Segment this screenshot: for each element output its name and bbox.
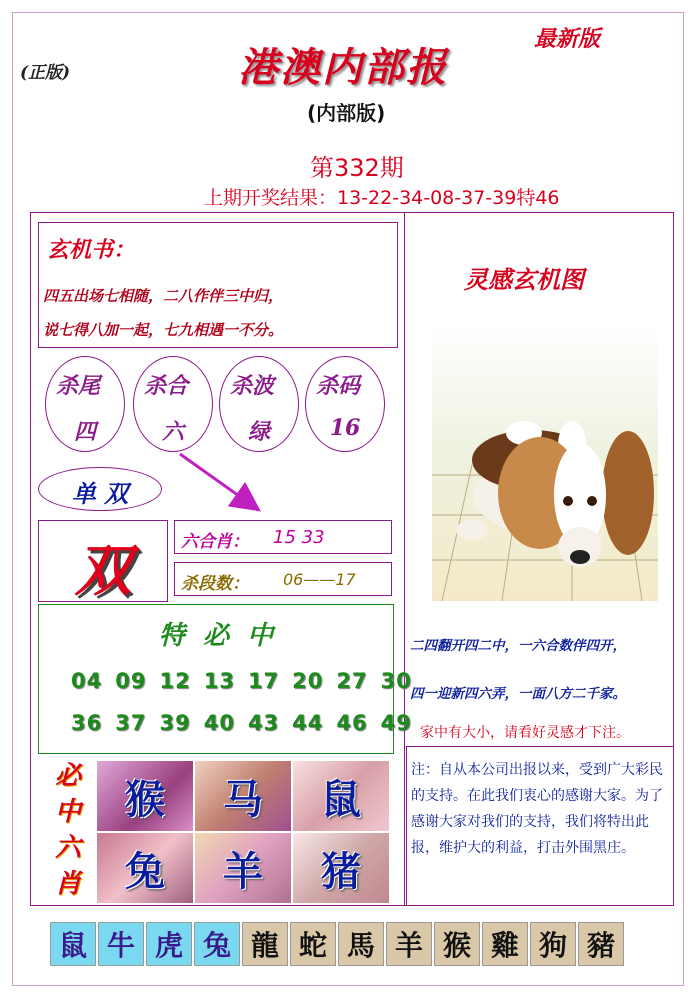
page-title: 港澳内部报 <box>238 44 448 91</box>
oval-sha-wei <box>45 356 125 452</box>
zodiac-bar <box>50 922 624 966</box>
zodiac-tile: 蛇 <box>290 922 336 966</box>
tebizhong-row2 <box>71 711 412 735</box>
number: 36 <box>71 711 103 735</box>
vertical-char: 六 <box>54 833 81 863</box>
zodiac-tile: 馬 <box>338 922 384 966</box>
shaduan-box <box>174 562 392 596</box>
basset-hound-image <box>432 325 658 601</box>
number: 37 <box>115 711 147 735</box>
notice-box <box>406 746 674 906</box>
oval-value: 六 <box>161 419 184 445</box>
vertical-char: 中 <box>54 797 81 827</box>
xuanji-line2: 说七得八加一起，七九相遇一不分。 <box>43 321 284 339</box>
oval-label: 杀合 <box>144 373 189 399</box>
number: 27 <box>336 669 368 693</box>
right-heading: 灵感玄机图 <box>464 265 584 294</box>
number: 20 <box>292 669 324 693</box>
xuanji-line1: 四五出场七相随，二八作伴三中归， <box>43 287 284 305</box>
animal-tile: 羊 <box>194 832 292 904</box>
animal-grid <box>96 760 392 904</box>
number: 44 <box>292 711 324 735</box>
liuhe-value: 15 33 <box>273 527 325 548</box>
animal-tile: 马 <box>194 760 292 832</box>
number: 49 <box>380 711 412 735</box>
oval-sha-he <box>133 356 213 452</box>
liuhe-label: 六合肖： <box>181 532 249 552</box>
oval-value: 16 <box>329 415 361 441</box>
oval-sha-ma <box>305 356 385 452</box>
animal-tile: 猴 <box>96 760 194 832</box>
column-divider <box>404 212 405 906</box>
shaduan-label: 杀段数： <box>181 574 249 594</box>
last-result: 上期开奖结果：13-22-34-08-37-39特46 <box>204 187 560 209</box>
xuanji-heading: 玄机书： <box>47 237 136 263</box>
number: 12 <box>159 669 191 693</box>
tebizhong-row1 <box>71 669 412 693</box>
oval-sha-bo <box>219 356 299 452</box>
notice-text: 注：自从本公司出报以来，受到广大彩民的支持。在此我们衷心的感谢大家。为了感谢大家对我们的支持，我们将特出此报，维护大的利益，打击外围黑庄。 <box>411 762 663 856</box>
zodiac-tile: 虎 <box>146 922 192 966</box>
number: 13 <box>203 669 235 693</box>
number: 04 <box>71 669 103 693</box>
zodiac-tile: 猴 <box>434 922 480 966</box>
edition-left: (正版) <box>20 63 71 83</box>
big-shuang: 双 <box>75 538 131 604</box>
zodiac-tile: 兔 <box>194 922 240 966</box>
animal-tile: 鼠 <box>292 760 390 832</box>
zodiac-tile: 牛 <box>98 922 144 966</box>
zodiac-tile: 羊 <box>386 922 432 966</box>
number: 09 <box>115 669 147 693</box>
tebizhong-box <box>38 604 412 754</box>
xuanji-box <box>38 222 398 348</box>
edition-right: 最新版 <box>534 26 601 52</box>
right-poem1: 二四翻开四二中，一六合数伴四开， <box>410 638 626 654</box>
big-shuang-box <box>38 520 168 602</box>
bizhong-vertical <box>50 758 86 902</box>
zodiac-tile: 龍 <box>242 922 288 966</box>
shaduan-value: 06——17 <box>283 570 356 589</box>
right-poem2: 四一迎新四六弄，一面八方二千家。 <box>410 686 626 702</box>
vertical-char: 必 <box>54 761 81 791</box>
number: 46 <box>336 711 368 735</box>
animal-tile: 兔 <box>96 832 194 904</box>
number: 40 <box>203 711 235 735</box>
right-note: 家中有大小，请看好灵感才下注。 <box>420 725 630 741</box>
zodiac-tile: 豬 <box>578 922 624 966</box>
zodiac-tile: 雞 <box>482 922 528 966</box>
liuhe-box <box>174 520 392 554</box>
oval-value: 四 <box>73 419 96 445</box>
number: 39 <box>159 711 191 735</box>
tebizhong-title: 特 必 中 <box>158 621 274 651</box>
number: 30 <box>380 669 412 693</box>
zodiac-tile: 鼠 <box>50 922 96 966</box>
oval-label: 杀波 <box>230 373 275 399</box>
subtitle: (内部版) <box>307 101 386 125</box>
number: 43 <box>247 711 280 735</box>
animal-tile: 猪 <box>292 832 390 904</box>
oval-label: 杀码 <box>316 373 361 399</box>
danshuang-oval <box>38 467 162 511</box>
oval-value: 绿 <box>247 419 270 445</box>
vertical-char: 肖 <box>54 869 81 899</box>
arrow-icon <box>170 448 270 520</box>
danshuang-label: 单 双 <box>71 479 129 508</box>
number: 17 <box>247 669 280 693</box>
zodiac-tile: 狗 <box>530 922 576 966</box>
oval-label: 杀尾 <box>56 373 101 399</box>
issue-number: 第332期 <box>310 154 404 182</box>
